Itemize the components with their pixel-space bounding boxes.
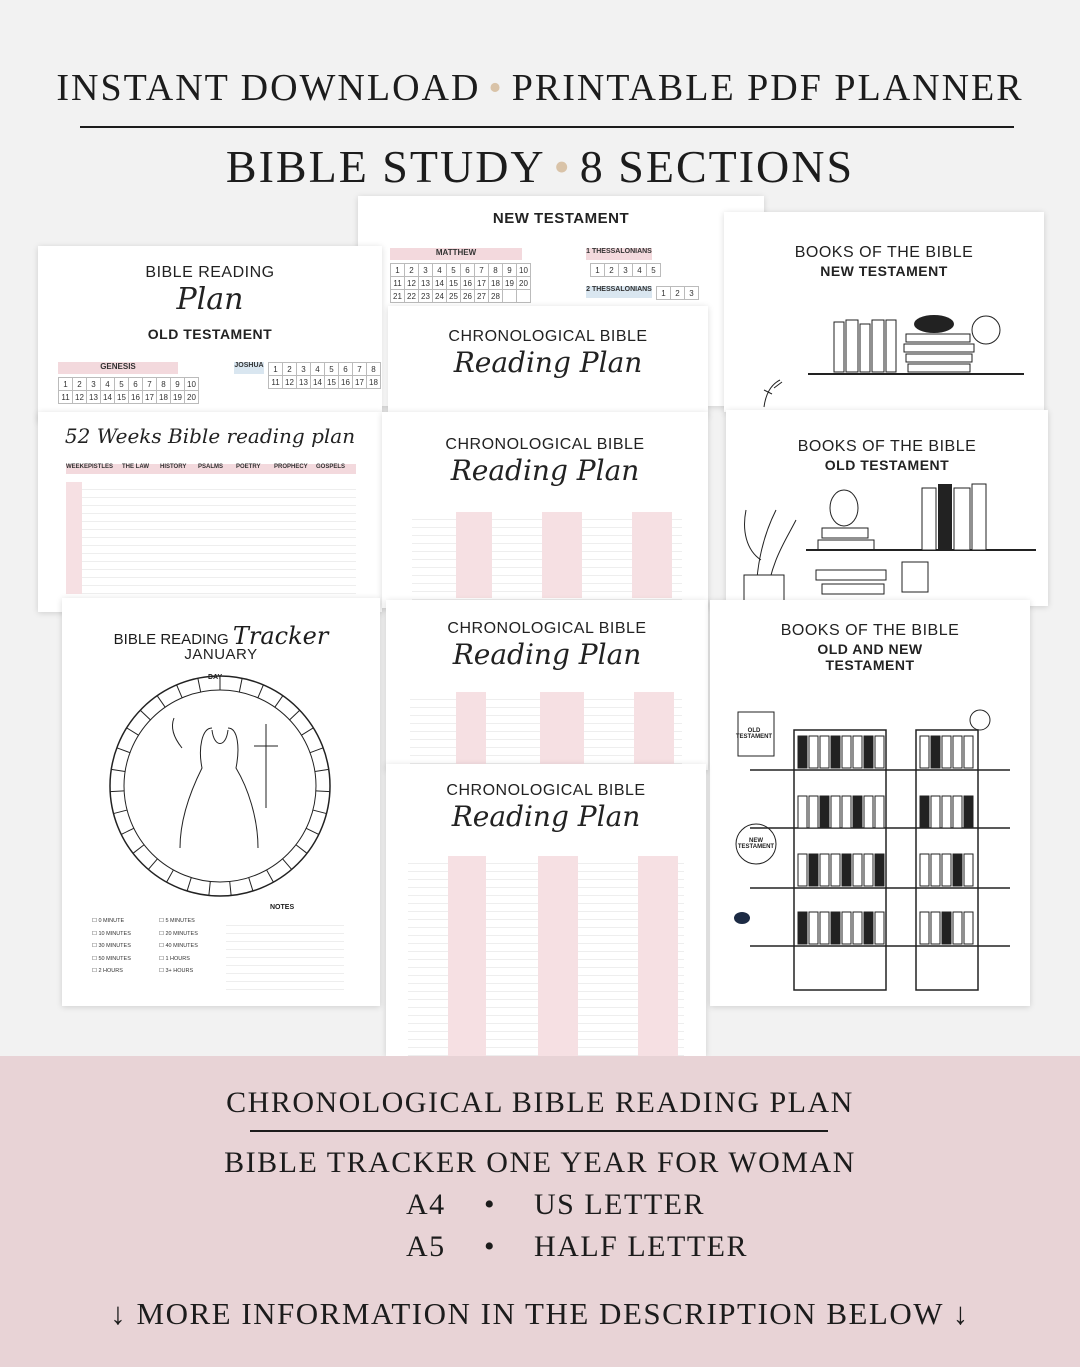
book-spine: [842, 796, 851, 828]
book-spine: [853, 854, 862, 886]
page-subtitle: OLD TESTAMENT: [147, 326, 273, 342]
table-header: WEEK EPISTLES THE LAW HISTORY PSALMS POETRY PROPHECY GOSPELS: [66, 464, 346, 470]
day-segment: [110, 791, 124, 792]
headline-bible-study: BIBLE STUDY • 8 SECTIONS: [225, 141, 855, 192]
banner-more-info: ↓ MORE INFORMATION IN THE DESCRIPTION BELOW ↓: [110, 1296, 970, 1331]
bookcase-illustration: [710, 600, 1030, 1006]
day-segment: [301, 728, 313, 735]
book-spine: [864, 796, 873, 828]
book-spine: [920, 854, 929, 886]
book-spine: [820, 736, 829, 768]
banner-chronological-plan: CHRONOLOGICAL BIBLE READING PLAN: [226, 1086, 854, 1119]
page-title: CHRONOLOGICAL BIBLE: [445, 436, 645, 453]
page-title: CHRONOLOGICAL BIBLE: [448, 328, 648, 345]
book-spine: [964, 736, 973, 768]
page-reading-tracker: [62, 598, 380, 1006]
book-spine: [842, 854, 851, 886]
option-0[interactable]: ☐ 0 MINUTE: [92, 918, 125, 924]
old-testament-frame-label: OLD TESTAMENT: [735, 728, 773, 740]
chapter-column: [538, 856, 578, 1056]
page-script-title: Plan: [176, 282, 244, 317]
day-segment: [157, 696, 165, 707]
option-5[interactable]: ☐ 40 MINUTES: [159, 943, 198, 949]
page-title: BOOKS OF THE BIBLE: [794, 244, 974, 261]
book-spine: [875, 854, 884, 886]
day-segment: [230, 882, 231, 896]
chapter-column: [634, 692, 674, 768]
new-testament-frame-label: NEW TESTAMENT: [737, 838, 775, 850]
day-segment: [306, 828, 319, 834]
day-segment: [121, 828, 134, 834]
day-segment: [177, 685, 183, 698]
chapter-column: [542, 512, 582, 598]
book-spine: [798, 854, 807, 886]
book-spine: [931, 854, 940, 886]
book-spine: [964, 796, 973, 828]
reading-time-options: [92, 918, 226, 981]
book-spine: [853, 912, 862, 944]
book-spine: [953, 736, 962, 768]
page-subtitle: NEW TESTAMENT: [820, 263, 948, 279]
day-segment: [117, 748, 130, 753]
format-a5: A5: [406, 1230, 446, 1263]
day-segment: [258, 685, 264, 698]
book-spine: [875, 736, 884, 768]
chapter-column: [540, 692, 584, 768]
page-script-title: 52 Weeks Bible reading plan: [64, 424, 356, 448]
day-segment: [209, 882, 210, 896]
day-segment: [187, 878, 191, 891]
day-segment: [249, 878, 253, 891]
book-spine: [864, 854, 873, 886]
headline-instant-download: INSTANT DOWNLOAD • PRINTABLE PDF PLANNER: [56, 67, 1024, 109]
chapter-grid: 1 2 3: [656, 286, 699, 300]
book-spine: [798, 912, 807, 944]
book-spine: [853, 736, 862, 768]
book-spine: [831, 796, 840, 828]
day-segment: [296, 845, 307, 854]
option-7[interactable]: ☐ 1 HOURS: [159, 955, 190, 962]
book-spine: [853, 796, 862, 828]
page-title: BOOKS OF THE BIBLE: [797, 438, 977, 455]
option-2[interactable]: ☐ 10 MINUTES: [92, 930, 131, 937]
chapter-grid: 1 2 3 4 5 6 7 8 11 12 13 14 15 16 17 18: [268, 362, 381, 389]
page-subtitle: OLD AND NEW: [817, 641, 923, 657]
banner-tracker-line: BIBLE TRACKER ONE YEAR FOR WOMAN: [224, 1146, 856, 1179]
page-chronological-plan-2: [382, 412, 708, 608]
bookshelf-illustration: [724, 212, 1044, 412]
week-column: [66, 482, 82, 594]
day-segment: [267, 870, 274, 882]
page-script-title: Reading Plan: [451, 800, 641, 833]
page-title: CHRONOLOGICAL BIBLE: [446, 782, 646, 799]
day-segment: [148, 859, 157, 870]
header-divider: [80, 126, 1014, 128]
day-segment: [111, 769, 125, 771]
book-header: MATTHEW: [390, 248, 522, 260]
notes-lines: [226, 918, 344, 990]
book-spine: [864, 736, 873, 768]
table-rows: [66, 482, 356, 610]
chapter-column: [448, 856, 486, 1056]
format-a4: A4: [406, 1188, 446, 1221]
chapter-column: [456, 692, 486, 768]
book-spine: [798, 736, 807, 768]
format-bullet: •: [484, 1188, 497, 1221]
book-spine: [942, 912, 951, 944]
book-spine: [831, 912, 840, 944]
chapter-column: [638, 856, 678, 1056]
page-subtitle: OLD TESTAMENT: [824, 457, 950, 473]
book-spine: [809, 854, 818, 886]
day-segment: [310, 748, 323, 753]
book-header: 2 THESSALONIANS: [586, 286, 652, 298]
format-us-letter: US LETTER: [534, 1188, 705, 1221]
chapter-column: [456, 512, 492, 598]
book-spine: [920, 796, 929, 828]
day-segment: [316, 791, 330, 792]
option-8[interactable]: ☐ 2 HOURS: [92, 968, 123, 974]
page-title: BIBLE READING: [145, 264, 275, 281]
chapter-column: [632, 512, 672, 598]
chapter-grid: 1 2 3 4 5: [590, 263, 661, 277]
page-chronological-plan-4: [386, 764, 706, 1056]
book-header: GENESIS: [58, 362, 178, 374]
day-segment: [133, 845, 144, 854]
option-6[interactable]: ☐ 50 MINUTES: [92, 955, 131, 962]
option-3[interactable]: ☐ 20 MINUTES: [159, 930, 198, 937]
page-script-title: Reading Plan: [450, 454, 640, 487]
format-half-letter: HALF LETTER: [534, 1230, 748, 1263]
book-spine: [920, 912, 929, 944]
book-spine: [820, 796, 829, 828]
day-segment: [140, 710, 150, 720]
book-spine: [809, 796, 818, 828]
option-4[interactable]: ☐ 30 MINUTES: [92, 943, 131, 949]
book-spine: [942, 736, 951, 768]
day-tracker-wheel: [62, 598, 380, 898]
page-chronological-plan-1: [388, 306, 708, 416]
day-label: DAY: [208, 674, 223, 681]
chapter-grid: 1 2 3 4 5 6 7 8 9 10 11 12 13 14 15 16 17 18 19 20 21 22 23 24 25 26 27 28: [390, 263, 531, 303]
book-spine: [964, 912, 973, 944]
day-segment: [239, 678, 242, 692]
page-script-title: Reading Plan: [453, 346, 643, 379]
page-books-old-and-new: [710, 600, 1030, 1006]
book-header: JOSHUA: [234, 362, 264, 374]
page-books-new-testament: [724, 212, 1044, 412]
day-segment: [127, 728, 139, 735]
book-spine: [953, 912, 962, 944]
book-spine: [931, 912, 940, 944]
page-title: CHRONOLOGICAL BIBLE: [447, 620, 647, 637]
day-segment: [283, 859, 292, 870]
book-spine: [864, 912, 873, 944]
day-segment: [275, 696, 283, 707]
book-spine: [842, 912, 851, 944]
day-segment: [167, 870, 174, 882]
day-segment: [290, 710, 300, 720]
book-spine: [842, 736, 851, 768]
book-spine: [820, 854, 829, 886]
tracker-month: JANUARY: [184, 646, 258, 663]
option-9[interactable]: ☐ 3+ HOURS: [159, 968, 194, 974]
page-script-title: Reading Plan: [452, 638, 642, 671]
page-52-weeks-plan: [38, 412, 382, 612]
book-spine: [820, 912, 829, 944]
book-spine: [809, 736, 818, 768]
page-books-old-testament: [726, 410, 1048, 606]
notes-label: NOTES: [270, 904, 295, 911]
book-spine: [942, 796, 951, 828]
page-subtitle: TESTAMENT: [825, 657, 915, 673]
book-spine: [953, 854, 962, 886]
book-spine: [964, 854, 973, 886]
book-spine: [798, 796, 807, 828]
plant-shelf-illustration: [726, 410, 1048, 606]
book-spine: [953, 796, 962, 828]
book-header: 1 THESSALONIANS: [586, 248, 652, 260]
book-spine: [809, 912, 818, 944]
day-segment: [315, 769, 329, 771]
banner-divider: [250, 1130, 828, 1132]
tracker-title: BIBLE READING Tracker: [113, 622, 329, 650]
book-spine: [931, 736, 940, 768]
book-spine: [831, 736, 840, 768]
book-spine: [920, 736, 929, 768]
book-spine: [875, 912, 884, 944]
day-segment: [198, 678, 201, 692]
book-spine: [831, 854, 840, 886]
chapter-grid: 1 2 3 4 5 6 7 8 9 10 11 12 13 14 15 16 17 18 19 20: [58, 377, 199, 404]
day-segment: [114, 810, 128, 814]
book-spine: [931, 796, 940, 828]
book-spine: [942, 854, 951, 886]
book-spine: [875, 796, 884, 828]
option-1[interactable]: ☐ 5 MINUTES: [159, 918, 195, 924]
page-title: NEW TESTAMENT: [492, 210, 630, 227]
page-title: BOOKS OF THE BIBLE: [780, 622, 960, 639]
page-chronological-plan-3: [386, 600, 708, 770]
format-bullet: •: [484, 1230, 497, 1263]
day-segment: [313, 810, 327, 814]
page-reading-plan-old-testament: [38, 246, 382, 422]
